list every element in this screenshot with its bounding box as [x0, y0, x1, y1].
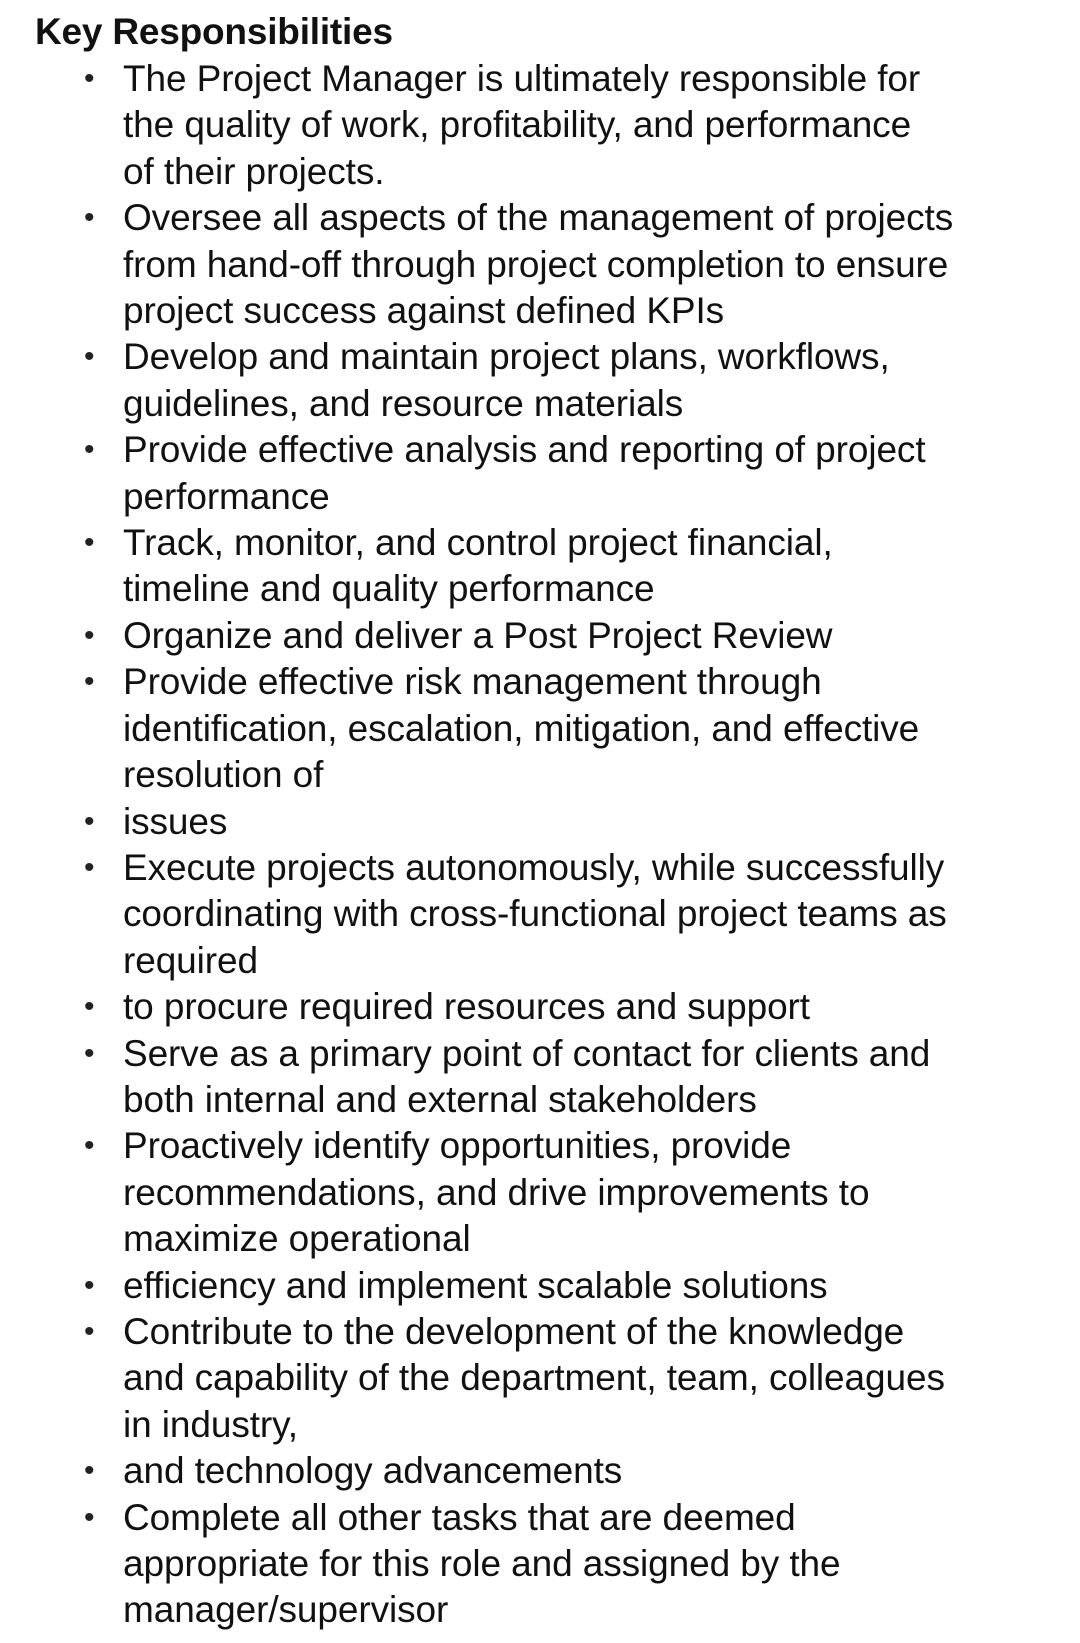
list-item — [0, 613, 1080, 659]
list-item — [0, 427, 1080, 520]
bullet-icon: • — [84, 665, 95, 699]
bullet-icon: • — [84, 526, 95, 560]
bullet-icon: • — [84, 62, 95, 95]
bullet-icon: • — [84, 1314, 95, 1348]
list-item-text-line: Organize and deliver a Post Project Review — [123, 614, 833, 656]
bullet-icon: • — [84, 618, 95, 652]
list-item-text-line: and capability of the department, team, colleagues — [123, 1357, 945, 1399]
list-item — [0, 659, 1080, 798]
list-item-text-line: recommendations, and drive improvements to — [123, 1171, 870, 1213]
list-item-text-line: performance — [123, 475, 330, 517]
list-item-text-line: coordinating with cross-functional project teams as — [123, 893, 947, 935]
bullet-icon: • — [84, 340, 95, 374]
list-item-text-line: identification, escalation, mitigation, and effective — [123, 707, 920, 749]
list-item-text-line: timeline and quality performance — [123, 568, 655, 610]
bullet-icon: • — [84, 804, 95, 838]
list-item — [0, 1448, 1080, 1494]
bullet-icon: • — [84, 201, 95, 235]
list-item-text-line: project success against defined KPIs — [123, 290, 725, 332]
list-item — [0, 334, 1080, 427]
list-item-text-line: Develop and maintain project plans, workflows, — [123, 336, 890, 378]
bullet-icon: • — [84, 1454, 95, 1488]
list-item-text-line: efficiency and implement scalable solutions — [123, 1264, 828, 1306]
bullet-icon: • — [84, 990, 95, 1024]
list-item-text-line: Contribute to the development of the knowledge — [123, 1310, 905, 1352]
list-item — [0, 195, 1080, 334]
list-item — [0, 1263, 1080, 1309]
list-item — [0, 520, 1080, 613]
list-item — [0, 984, 1080, 1030]
list-item-text-line: Complete all other tasks that are deemed — [123, 1496, 796, 1538]
list-item — [0, 1495, 1080, 1634]
section-title: Key Responsibilities — [35, 11, 393, 52]
bullet-icon: • — [84, 1268, 95, 1302]
list-item — [0, 799, 1080, 845]
bullet-icon: • — [84, 850, 95, 884]
list-item — [0, 1309, 1080, 1448]
list-item-text-line: and technology advancements — [123, 1450, 623, 1492]
list-item-text-line: both internal and external stakeholders — [123, 1078, 757, 1120]
bullet-icon: • — [84, 1036, 95, 1070]
list-item-text-line: from hand-off through project completion to ensure — [123, 243, 949, 285]
list-item-text-line: the quality of work, profitability, and performance — [123, 104, 912, 146]
list-item-text-line: guidelines, and resource materials — [123, 382, 684, 424]
list-item-text-line: Provide effective risk management through — [123, 661, 822, 703]
list-item-text-line: maximize operational — [123, 1218, 471, 1260]
list-item-text-line: in industry, — [123, 1403, 298, 1445]
list-item-text-line: Proactively identify opportunities, provide — [123, 1125, 792, 1167]
list-item-text-line: of their projects. — [123, 150, 385, 192]
list-item — [0, 1123, 1080, 1262]
list-item-text-line: Serve as a primary point of contact for clients and — [123, 1032, 931, 1074]
list-item — [0, 1031, 1080, 1124]
list-item-text-line: The Project Manager is ultimately responsible for — [123, 58, 921, 99]
list-item-text-line: manager/supervisor — [123, 1589, 449, 1631]
list-item-text-line: appropriate for this role and assigned by the — [123, 1543, 841, 1584]
responsibilities-list — [0, 56, 1080, 1634]
list-item-text-line: Execute projects autonomously, while successfully — [123, 846, 945, 888]
list-item-text-line: issues — [123, 800, 228, 842]
list-item-text-line: Track, monitor, and control project financial, — [123, 522, 833, 564]
bullet-icon: • — [84, 433, 95, 467]
bullet-icon: • — [84, 1500, 95, 1534]
list-item-text-line: to procure required resources and support — [123, 986, 810, 1028]
list-item-text-line: Oversee all aspects of the management of projects — [123, 197, 954, 239]
bullet-icon: • — [84, 1129, 95, 1163]
list-item-text-line: Provide effective analysis and reporting of project — [123, 429, 926, 471]
list-item — [0, 845, 1080, 984]
list-item-text-line: resolution of — [123, 754, 324, 796]
list-item — [0, 56, 1080, 195]
list-item-text-line: required — [123, 939, 258, 981]
